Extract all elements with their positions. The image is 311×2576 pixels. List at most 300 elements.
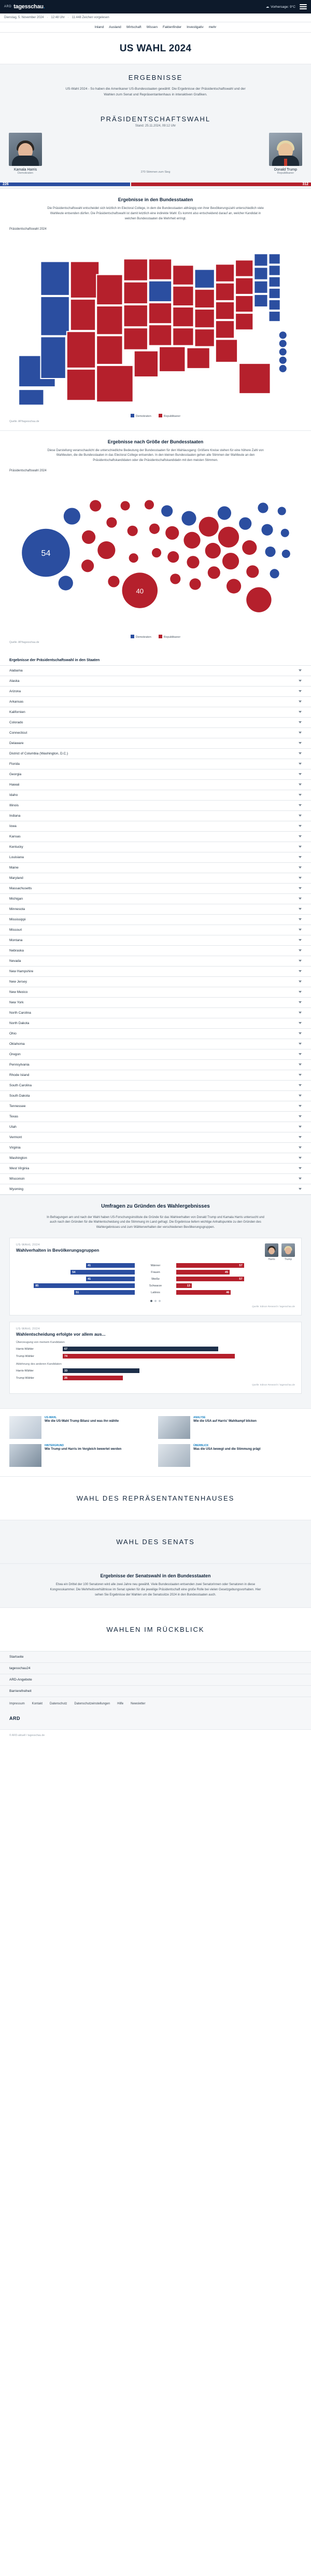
tagesschau-logo: tagesschau.: [13, 4, 45, 10]
chevron-down-icon[interactable]: [299, 752, 302, 754]
brand-logo[interactable]: [4, 4, 45, 10]
teaser-thumbnail: [9, 1416, 41, 1439]
poll1-dem-value: 85: [35, 1284, 39, 1287]
poll1-dem-bar: [74, 1290, 135, 1295]
state-name: Idaho: [9, 793, 18, 797]
state-name: Iowa: [9, 824, 17, 828]
state-accordion-item[interactable]: [0, 904, 311, 915]
state-name: Alabama: [9, 668, 23, 673]
state-accordion-item[interactable]: [0, 987, 311, 998]
state-accordion-item[interactable]: [0, 1008, 311, 1018]
poll1-dem-bar: [86, 1263, 135, 1268]
map1-description: Die Präsidentschaftswahl entscheidet sich letztlich im Electoral College, in dem die Bundesstaaten abhängig von ihrer Bevölkerungszahl unterschiedlich viele Wahlleute entsenden dürfen. Die Präsidentschaftswahl ist damit letztlich eine indirekte Wahl: Es kommt also entscheidend darauf an, welcher Kandidat in welchen Bundesstaaten die Mehrheit erringt.: [47, 207, 264, 220]
poll2-row: [16, 1368, 295, 1373]
state-name: Minnesota: [9, 907, 25, 911]
state-name: Colorado: [9, 720, 23, 724]
candidate-row: [0, 133, 311, 175]
poll1-source: Quelle: Edison Research / tagesschau.de: [252, 1305, 295, 1308]
carousel-dot-3[interactable]: [159, 1300, 161, 1302]
state-name: Illinois: [9, 803, 19, 807]
footer-item[interactable]: [0, 1674, 311, 1686]
state-accordion-item[interactable]: [0, 1018, 311, 1029]
poll1-rep-side: [176, 1283, 295, 1288]
poll1-face-trump: [281, 1243, 295, 1261]
state-accordion-item[interactable]: [0, 925, 311, 935]
footer-link[interactable]: Newsletter: [131, 1702, 146, 1705]
state-name: Kentucky: [9, 845, 23, 849]
state-accordion-item[interactable]: [0, 790, 311, 801]
read-info: 11.448 Zeichen vorgelesen: [72, 16, 109, 19]
state-name: Texas: [9, 1114, 18, 1118]
state-name: Kalifornien: [9, 710, 25, 714]
chevron-down-icon[interactable]: [299, 877, 302, 879]
state-accordion-item[interactable]: [0, 769, 311, 780]
state-accordion-item[interactable]: [0, 780, 311, 790]
poll1-title: Wahlverhalten in Bevölkerungsgruppen: [16, 1248, 100, 1253]
chevron-down-icon[interactable]: [299, 742, 302, 744]
teaser-item[interactable]: [9, 1416, 153, 1439]
state-name: Tennessee: [9, 1104, 26, 1108]
chevron-down-icon[interactable]: [299, 939, 302, 941]
poll1-dem-side: [16, 1283, 135, 1288]
map1-sublabel: Präsidentschaftswahl 2024: [9, 228, 47, 231]
state-name: North Dakota: [9, 1021, 30, 1025]
state-name: Delaware: [9, 741, 24, 745]
chevron-down-icon[interactable]: [299, 721, 302, 723]
chevron-down-icon[interactable]: [299, 794, 302, 796]
poll1-row: [16, 1277, 295, 1281]
state-accordion-item[interactable]: [0, 1091, 311, 1101]
poll2-track: [63, 1347, 295, 1351]
footer-link[interactable]: Impressum: [9, 1702, 25, 1705]
footer-link[interactable]: Datenschutzeinstellungen: [74, 1702, 110, 1705]
trump-name: Donald Trump: [274, 168, 297, 172]
teaser-item[interactable]: [9, 1444, 153, 1467]
chevron-down-icon[interactable]: [299, 1074, 302, 1076]
us-choropleth-map[interactable]: [9, 233, 302, 410]
map2-sublabel: Präsidentschaftswahl 2024: [9, 469, 47, 473]
state-name: Utah: [9, 1125, 17, 1129]
poll1-rep-bar: [176, 1263, 244, 1268]
chevron-down-icon[interactable]: [299, 1126, 302, 1128]
poll1-rep-side: [176, 1270, 295, 1275]
poll-card-header: [16, 1243, 295, 1261]
poll1-rep-side: [176, 1263, 295, 1268]
state-accordion-item[interactable]: [0, 946, 311, 956]
map1-title: Ergebnisse in den Bundesstaaten: [118, 197, 193, 203]
polls-heading: Umfragen zu Gründen des Wahlergebnisses: [101, 1203, 210, 1209]
chevron-down-icon[interactable]: [299, 1012, 302, 1014]
state-name: Oklahoma: [9, 1042, 25, 1046]
footer-bottom: [0, 1711, 311, 1729]
state-name: New Jersey: [9, 979, 27, 984]
candidate-trump: [267, 133, 304, 175]
senate-block-text: Etwa ein Drittel der 100 Senatoren wird alle zwei Jahre neu gewählt. Viele Bundesstaaten entsenden zwei Senatorinnen oder Senatoren in diese Kongresskammer. Die Mehrheitsverhältnisse im Senat spielen für die jeweilige Präsidentschaft eine große Rolle bei vielen Gesetzgebungsvorhaben. Hier sehen Sie Ergebnisse der Wahlen um die Senatssitze 2024 in den Bundesstaaten auch.: [50, 1583, 261, 1597]
poll1-dem-value: 41: [88, 1264, 91, 1267]
chevron-down-icon[interactable]: [299, 1115, 302, 1117]
poll2-row-label: Trump-Wähler: [16, 1376, 34, 1380]
state-accordion-item[interactable]: [0, 1132, 311, 1143]
state-name: Wisconsin: [9, 1177, 25, 1181]
candidate-harris: [7, 133, 44, 175]
state-accordion-item[interactable]: [0, 1060, 311, 1070]
chevron-down-icon[interactable]: [299, 949, 302, 951]
bubble-map-block: [0, 430, 311, 651]
state-name: Maryland: [9, 876, 23, 880]
current-date: Dienstag, 5. November 2024: [4, 16, 44, 19]
harris-portrait: [9, 133, 42, 166]
footer-ard-logo: ARD: [9, 1715, 20, 1721]
state-accordion-item[interactable]: [0, 821, 311, 832]
footer-link[interactable]: Hilfe: [117, 1702, 124, 1705]
nav-item-inland[interactable]: Inland: [94, 25, 104, 29]
poll1-dem-side: [16, 1263, 135, 1268]
chevron-down-icon[interactable]: [299, 815, 302, 817]
state-accordion-item[interactable]: [0, 1164, 311, 1174]
top-bar: [0, 0, 311, 13]
state-accordion-item[interactable]: [0, 894, 311, 904]
svg-text:54: 54: [41, 549, 51, 558]
chevron-down-icon[interactable]: [299, 970, 302, 972]
state-name: Nebraska: [9, 948, 24, 953]
state-name: Georgia: [9, 772, 22, 776]
poll2-source: Quelle: Edison Research / tagesschau.de: [252, 1383, 295, 1387]
us-bubble-map[interactable]: [9, 474, 302, 631]
state-accordion-item[interactable]: [0, 1101, 311, 1112]
electoral-vote-bar: [0, 180, 311, 188]
nav-item-mehr[interactable]: mehr: [208, 25, 217, 29]
poll2-group-label: Überzeugung von meinem Kandidaten: [16, 1341, 65, 1345]
state-name: Ohio: [9, 1031, 17, 1035]
poll2-value: 67: [64, 1347, 68, 1351]
poll1-rep-side: [176, 1277, 295, 1281]
chevron-down-icon[interactable]: [299, 835, 302, 837]
footer-item-label: ARD-Angebote: [9, 1677, 32, 1682]
poll1-row: [16, 1263, 295, 1268]
poll2-bar: [63, 1354, 235, 1359]
poll2-row-label: Harris-Wähler: [16, 1347, 34, 1351]
poll1-dem-bar: [70, 1270, 135, 1275]
teaser-title: Was die USA bewegt und die Stimmung prägt: [193, 1448, 261, 1451]
nav-item-wirtschaft[interactable]: Wirtschaft: [126, 25, 142, 29]
chevron-down-icon[interactable]: [299, 1136, 302, 1138]
poll2-track: [63, 1376, 295, 1380]
state-accordion-item[interactable]: [0, 998, 311, 1008]
footer-item-label: Barrierefreiheit: [9, 1689, 32, 1693]
poll1-rep-value: 57: [239, 1264, 243, 1267]
state-name: West Virginia: [9, 1166, 30, 1170]
state-accordion-item[interactable]: [0, 873, 311, 884]
state-accordion-item[interactable]: [0, 1081, 311, 1091]
state-accordion-item[interactable]: [0, 1174, 311, 1184]
map2-title: Ergebnisse nach Größe der Bundesstaaten: [107, 439, 204, 444]
state-accordion-item[interactable]: [0, 956, 311, 967]
poll1-row-label: Latinos: [151, 1291, 160, 1294]
carousel-dot-1[interactable]: [150, 1300, 152, 1302]
footer: [0, 1651, 311, 1729]
chevron-down-icon[interactable]: [299, 825, 302, 827]
state-accordion-item[interactable]: [0, 697, 311, 707]
poll1-row: [16, 1290, 295, 1295]
footer-item-label: Startseite: [9, 1655, 24, 1659]
chevron-down-icon[interactable]: [299, 908, 302, 910]
chevron-down-icon[interactable]: [299, 1084, 302, 1086]
chevron-down-icon[interactable]: [299, 866, 302, 869]
teaser-grid[interactable]: [0, 1408, 311, 1476]
poll2-bar: [63, 1368, 139, 1373]
state-accordion-item[interactable]: [0, 935, 311, 946]
nav-item-ausland[interactable]: Ausland: [109, 25, 121, 29]
banner-senate: WAHL DES SENATS: [0, 1520, 311, 1563]
poll-card-motivation: [9, 1322, 302, 1394]
state-accordion-item[interactable]: [0, 687, 311, 697]
main-navigation[interactable]: [0, 22, 311, 33]
chevron-down-icon[interactable]: [299, 763, 302, 765]
poll2-track: [63, 1354, 295, 1359]
poll1-bars: [16, 1263, 295, 1295]
state-accordion-item[interactable]: [0, 884, 311, 894]
polls-intro: In Befragungen am und nach der Wahl haben US-Forschungsinstitute die Gründe für das Wahlverhalten von Donald Trump und Kamala Harris untersucht und auch nach den Gründen für die Wahlentscheidung und die Stimmung im Land gefragt. Die Ergebnisse liefern wichtige Anhaltspunkte zu den Gründen des Wahlergebnisses und zum Wählerverhalten der verschiedenen Bevölkerungsgruppen.: [47, 1215, 264, 1229]
presidential-heading: PRÄSIDENTSCHAFTSWAHL: [100, 115, 211, 123]
chevron-down-icon[interactable]: [299, 960, 302, 962]
banner-house: WAHL DES REPRÄSENTANTENHAUSES: [0, 1476, 311, 1520]
poll2-track: [63, 1368, 295, 1373]
chevron-down-icon[interactable]: [299, 1178, 302, 1180]
teaser-text: [45, 1444, 153, 1467]
electoral-dem: 226: [0, 183, 130, 186]
state-name: Alaska: [9, 679, 20, 683]
poll1-rep-value: 13: [187, 1284, 190, 1287]
teaser-kicker: ÜBERBLICK: [193, 1444, 209, 1448]
chevron-down-icon[interactable]: [299, 1157, 302, 1159]
chevron-down-icon[interactable]: [299, 1146, 302, 1149]
nav-item-investigativ[interactable]: Investigativ: [187, 25, 204, 29]
state-name: Rhode Island: [9, 1073, 30, 1077]
state-accordion-item[interactable]: [0, 666, 311, 676]
state-name: Washington: [9, 1156, 27, 1160]
teaser-thumbnail: [158, 1444, 190, 1467]
map2-legend: [9, 635, 302, 639]
state-name: Indiana: [9, 814, 21, 818]
poll1-rep-value: 45: [224, 1270, 229, 1274]
chevron-down-icon[interactable]: [299, 1095, 302, 1097]
state-accordion-item[interactable]: [0, 1039, 311, 1049]
chevron-down-icon[interactable]: [299, 1188, 302, 1190]
state-accordion-item[interactable]: [0, 811, 311, 821]
teaser-title: Wie die US-Wahl Trump Bilanz und was ihn wählte: [45, 1420, 119, 1423]
poll1-row-label: Schwarze: [149, 1284, 162, 1287]
footer-item[interactable]: [0, 1686, 311, 1697]
polls-section: [0, 1195, 311, 1409]
chevron-down-icon[interactable]: [299, 1022, 302, 1024]
state-accordion-item[interactable]: [0, 842, 311, 852]
state-accordion-item[interactable]: [0, 801, 311, 811]
state-accordion-item[interactable]: [0, 915, 311, 925]
chevron-down-icon[interactable]: [299, 669, 302, 671]
teaser-title: Wie Trump und Harris im Vergleich bewertet werden: [45, 1448, 122, 1451]
chevron-down-icon[interactable]: [299, 732, 302, 734]
senate-block-title: Ergebnisse der Senatswahl in den Bundesstaaten: [100, 1573, 211, 1579]
state-accordion-item[interactable]: [0, 863, 311, 873]
poll1-row-label: Männer: [150, 1264, 161, 1267]
chevron-down-icon[interactable]: [299, 711, 302, 713]
state-accordion-item[interactable]: [0, 967, 311, 977]
ard-logo: ARD: [4, 5, 12, 8]
carousel-dot-2[interactable]: [154, 1300, 157, 1302]
us-bubble-svg[interactable]: [9, 474, 302, 631]
state-name: Mississippi: [9, 917, 26, 921]
current-time: 12:48 Uhr: [51, 16, 65, 19]
poll2-value: 74: [64, 1354, 68, 1358]
weather-widget[interactable]: [266, 5, 295, 9]
chevron-down-icon[interactable]: [299, 1043, 302, 1045]
chevron-down-icon[interactable]: [299, 856, 302, 858]
poll1-rep-bar: [176, 1283, 192, 1288]
state-accordion-item[interactable]: [0, 728, 311, 738]
state-accordion-item[interactable]: [0, 852, 311, 863]
state-accordion-item[interactable]: [0, 1049, 311, 1060]
footer-link[interactable]: Datenschutz: [50, 1702, 67, 1705]
poll2-row-label: Trump-Wähler: [16, 1354, 34, 1358]
chevron-down-icon[interactable]: [299, 690, 302, 692]
state-name: Virginia: [9, 1145, 21, 1150]
trump-party: Republikaner: [277, 172, 294, 175]
chevron-down-icon[interactable]: [299, 1053, 302, 1055]
legend2-rep: Republikaner: [159, 635, 180, 639]
nav-item-faktenfinder[interactable]: Faktenfinder: [162, 25, 182, 29]
state-accordion-item[interactable]: [0, 676, 311, 687]
state-accordion-item[interactable]: [0, 1143, 311, 1153]
state-accordion-item[interactable]: [0, 718, 311, 728]
poll1-carousel-dots[interactable]: [16, 1300, 295, 1302]
state-accordion-item[interactable]: [0, 1029, 311, 1039]
poll2-value: 26: [64, 1376, 68, 1380]
poll2-row: [16, 1347, 295, 1351]
poll1-row-label: Frauen: [151, 1270, 160, 1274]
chevron-down-icon[interactable]: [299, 773, 302, 775]
chevron-down-icon[interactable]: [299, 680, 302, 682]
state-accordion-item[interactable]: [0, 707, 311, 718]
footer-links[interactable]: [0, 1697, 311, 1711]
state-accordion-item[interactable]: [0, 1070, 311, 1081]
poll2-bar: [63, 1376, 123, 1380]
state-accordion-item[interactable]: [0, 1112, 311, 1122]
state-name: Pennsylvania: [9, 1062, 30, 1067]
weather-icon: ☁: [265, 5, 270, 9]
nav-item-wissen[interactable]: Wissen: [146, 25, 158, 29]
chevron-down-icon[interactable]: [299, 1032, 302, 1034]
chevron-down-icon[interactable]: [299, 929, 302, 931]
presidential-timestamp: Stand: 25.11.2024, 09:12 Uhr: [135, 124, 176, 128]
poll1-dem-side: [16, 1277, 135, 1281]
state-accordion-item[interactable]: [0, 977, 311, 987]
ergebnisse-heading: ERGEBNISSE: [128, 74, 183, 81]
state-name: New Mexico: [9, 990, 28, 994]
poll1-rep-value: 57: [239, 1277, 243, 1281]
state-accordion-item[interactable]: [0, 1153, 311, 1164]
state-accordion-item[interactable]: [0, 832, 311, 842]
state-name: New Hampshire: [9, 969, 34, 973]
chevron-down-icon[interactable]: [299, 981, 302, 983]
teaser-title: Wie die USA auf Harris' Wahlkampf blicken: [193, 1420, 257, 1423]
state-name: Michigan: [9, 897, 23, 901]
state-name: Hawaii: [9, 782, 20, 787]
chevron-down-icon[interactable]: [299, 846, 302, 848]
date-sep: ·: [47, 16, 48, 19]
trump-portrait: [269, 133, 302, 166]
state-accordion-item[interactable]: [0, 738, 311, 749]
teaser-text: [45, 1416, 153, 1439]
page-title: US WAHL 2024: [119, 43, 192, 54]
chevron-down-icon[interactable]: [299, 918, 302, 920]
hamburger-icon[interactable]: [300, 4, 307, 9]
chevron-down-icon[interactable]: [299, 1001, 302, 1003]
poll1-dem-value: 41: [88, 1277, 91, 1281]
copyright: © ARD-aktuell / tagesschau.de: [0, 1729, 311, 1741]
chevron-down-icon[interactable]: [299, 1167, 302, 1169]
state-name: Louisiana: [9, 855, 24, 859]
footer-items[interactable]: [0, 1651, 311, 1697]
state-name: South Carolina: [9, 1083, 32, 1087]
poll1-rep-value: 46: [226, 1291, 230, 1294]
state-accordion-item[interactable]: [0, 1122, 311, 1132]
teaser-item[interactable]: [158, 1444, 302, 1467]
state-name: Kansas: [9, 834, 21, 838]
footer-item[interactable]: [0, 1651, 311, 1663]
chevron-down-icon[interactable]: [299, 1105, 302, 1107]
poll2-value: 33: [64, 1369, 68, 1373]
state-accordion-item[interactable]: [0, 759, 311, 769]
state-accordion-item[interactable]: [0, 749, 311, 759]
chevron-down-icon[interactable]: [299, 1063, 302, 1066]
legend2-dem: Demokraten: [131, 635, 151, 639]
poll1-face-harris: [265, 1243, 278, 1261]
state-name: North Carolina: [9, 1011, 31, 1015]
state-name: Florida: [9, 762, 20, 766]
poll1-label-trump: Trump: [284, 1258, 292, 1262]
svg-text:40: 40: [136, 587, 144, 596]
legend-dem: Demokraten: [131, 414, 151, 418]
footer-link[interactable]: Kontakt: [32, 1702, 43, 1705]
chevron-down-icon[interactable]: [299, 783, 302, 786]
chevron-down-icon[interactable]: [299, 991, 302, 993]
chevron-down-icon[interactable]: [299, 887, 302, 889]
teaser-text: [193, 1416, 302, 1439]
ergebnisse-section: [0, 64, 311, 108]
poll1-rep-side: [176, 1290, 295, 1295]
chevron-down-icon[interactable]: [299, 701, 302, 703]
state-results-map-block: [0, 188, 311, 430]
footer-item[interactable]: [0, 1663, 311, 1674]
us-map-svg[interactable]: [9, 233, 302, 410]
chevron-down-icon[interactable]: [299, 898, 302, 900]
teaser-thumbnail: [9, 1444, 41, 1467]
poll1-dem-side: [16, 1290, 135, 1295]
chevron-down-icon[interactable]: [299, 804, 302, 806]
state-name: Massachusetts: [9, 886, 32, 890]
poll1-dem-value: 54: [72, 1270, 76, 1274]
state-accordion-item[interactable]: [0, 1184, 311, 1195]
teaser-item[interactable]: [158, 1416, 302, 1439]
state-accordion[interactable]: [0, 665, 311, 1195]
poll2-title: Wahlentscheidung erfolgte vor allem aus...: [16, 1332, 106, 1337]
date-strip: [0, 13, 311, 22]
harris-party: Demokraten: [18, 172, 33, 175]
map2-source: Quelle: AP/tagesschau.de: [9, 640, 39, 644]
poll2-bar: [63, 1347, 218, 1351]
poll1-rep-bar: [176, 1277, 244, 1281]
harris-name: Kamala Harris: [13, 168, 37, 172]
